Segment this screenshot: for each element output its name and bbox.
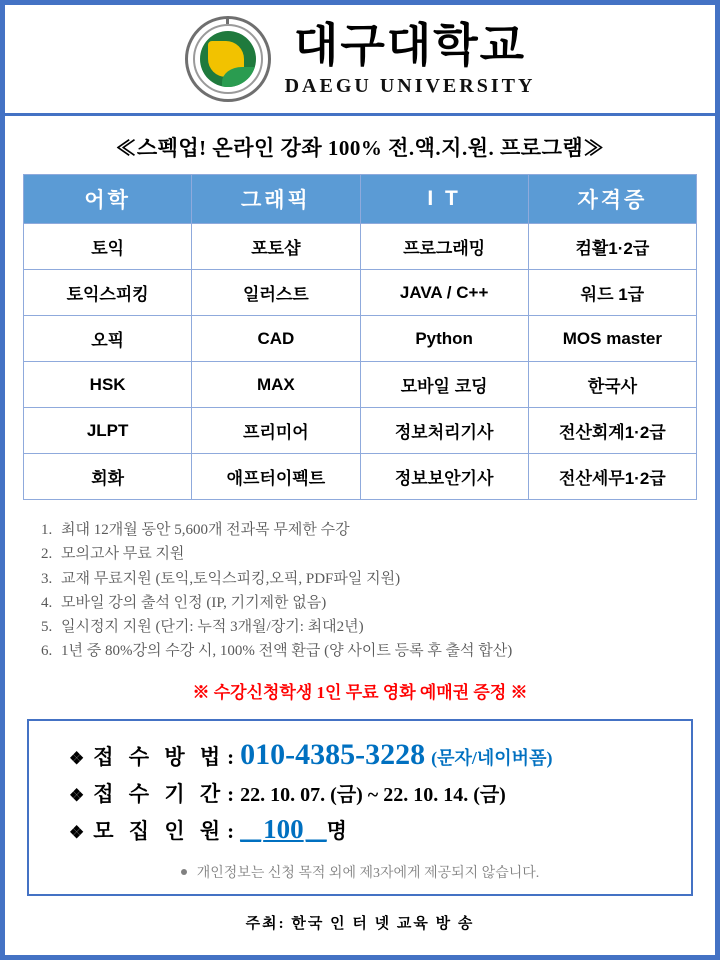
column-header-graphic: 그래픽 [192, 175, 360, 224]
table-cell: 애프터이펙트 [192, 454, 360, 500]
list-item-label: 모바일 강의 출석 인정 (IP, 기기제한 없음) [61, 594, 327, 611]
table-cell: JAVA / C++ [360, 270, 528, 316]
table-cell: MOS master [528, 316, 696, 362]
table-cell: 토익스피킹 [24, 270, 192, 316]
diamond-bullet-icon: ❖ [69, 748, 85, 768]
colon-separator: : [227, 818, 235, 843]
table-cell: 프리미어 [192, 408, 360, 454]
table-row [24, 408, 697, 454]
privacy-note-label: 개인정보는 신청 목적 외에 제3자에게 제공되지 않습니다. [196, 865, 540, 881]
application-capacity-row [29, 811, 691, 848]
list-item-number: 2. [41, 546, 53, 563]
column-header-language: 어학 [24, 175, 192, 224]
table-row [24, 316, 697, 362]
capacity-underline-suffix: __ [305, 818, 327, 843]
list-item-number: 3. [41, 570, 53, 587]
page-title: ≪스펙업! 온라인 강좌 100% 전.액.지.원. 프로그램≫ [115, 136, 605, 160]
course-table [23, 174, 697, 500]
table-cell: 정보처리기사 [360, 408, 528, 454]
table-row [24, 362, 697, 408]
table-cell: 컴활1·2급 [528, 224, 696, 270]
table-cell: CAD [192, 316, 360, 362]
table-header-row [24, 175, 697, 224]
list-item-label: 1년 중 80%강의 수강 시, 100% 전액 환급 (양 사이트 등록 후 출석 합산) [61, 643, 513, 660]
table-cell: 전산세무1·2급 [528, 454, 696, 500]
table-cell: 전산회계1·2급 [528, 408, 696, 454]
list-item [41, 518, 679, 542]
list-item [41, 542, 679, 566]
application-method-label: 접 수 방 법 [93, 744, 226, 769]
table-cell: 정보보안기사 [360, 454, 528, 500]
university-wordmark [284, 19, 536, 97]
table-cell: MAX [192, 362, 360, 408]
table-cell: 회화 [24, 454, 192, 500]
table-row [24, 224, 697, 270]
list-item-number: 4. [41, 594, 53, 611]
list-item-label: 교재 무료지원 (토익,토익스피킹,오픽, PDF파일 지원) [61, 570, 401, 587]
application-period-value: 22. 10. 07. (금) ~ 22. 10. 14. (금) [240, 783, 506, 806]
list-item-number: 5. [41, 619, 53, 636]
diamond-bullet-icon: ❖ [69, 822, 85, 842]
course-table-wrapper [5, 174, 715, 500]
table-cell: 모바일 코딩 [360, 362, 528, 408]
poster-header [5, 5, 715, 116]
bullet-dot-icon [181, 869, 187, 875]
table-cell: 오픽 [24, 316, 192, 362]
table-cell: 포토샵 [192, 224, 360, 270]
application-capacity-label: 모 집 인 원 [93, 818, 226, 843]
table-cell: 워드 1급 [528, 270, 696, 316]
list-item-label: 모의고사 무료 지원 [61, 546, 185, 563]
application-method-row [29, 735, 691, 775]
university-name-kr: 대구대학교 [293, 19, 527, 71]
table-cell: 한국사 [528, 362, 696, 408]
application-period-label: 접 수 기 간 [93, 781, 226, 806]
column-header-certificate: 자격증 [528, 175, 696, 224]
benefits-list [5, 500, 715, 664]
application-phone-number[interactable]: 010-4385-3228 [240, 737, 426, 771]
table-row [24, 454, 697, 500]
table-cell: HSK [24, 362, 192, 408]
table-cell: JLPT [24, 408, 192, 454]
application-method-note: (문자/네이버폼) [431, 747, 553, 768]
colon-separator: : [227, 781, 235, 806]
daegu-university-emblem-icon [185, 16, 271, 102]
list-item [41, 567, 679, 591]
list-item-label: 최대 12개월 동안 5,600개 전과목 무제한 수강 [61, 522, 350, 538]
organizer-footer: 주최: 한국 인 터 넷 교육 방 송 [245, 915, 475, 932]
application-period-row [29, 775, 691, 811]
privacy-note [29, 862, 691, 882]
list-item-label: 일시정지 지원 (단기: 누적 3개월/장기: 최대2년) [61, 619, 364, 636]
column-header-it: I T [360, 175, 528, 224]
capacity-underline-prefix: __ [240, 818, 262, 843]
table-cell: 프로그래밍 [360, 224, 528, 270]
application-capacity-value: 100 [263, 813, 304, 844]
table-cell: Python [360, 316, 528, 362]
diamond-bullet-icon: ❖ [69, 785, 85, 805]
table-cell: 토익 [24, 224, 192, 270]
application-capacity-unit: 명 [326, 818, 347, 843]
list-item [41, 639, 679, 663]
list-item [41, 615, 679, 639]
table-row [24, 270, 697, 316]
list-item-number: 1. [41, 522, 53, 538]
gift-notice: ※ 수강신청학생 1인 무료 영화 예매권 증정 ※ [192, 682, 528, 702]
colon-separator: : [227, 744, 235, 769]
list-item-number: 6. [41, 643, 53, 660]
application-box [27, 719, 693, 896]
table-cell: 일러스트 [192, 270, 360, 316]
university-name-en: DAEGU UNIVERSITY [284, 74, 536, 97]
list-item [41, 591, 679, 615]
